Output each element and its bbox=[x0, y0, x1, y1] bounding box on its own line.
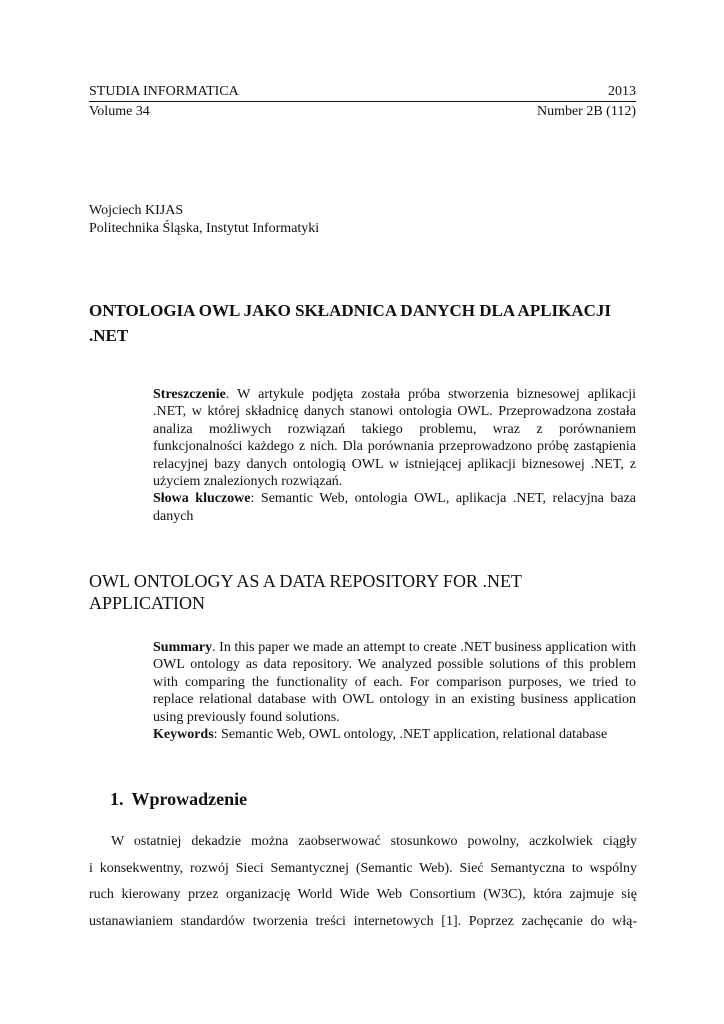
abstract-en-text: . In this paper we made an attempt to create .NET business application with OWL ontology as data repository. We analyzed possible solutions of this problem with comparing the functionality of each. For comparison purposes, we tried to replace relational database with OWL ontology in an existing business application using previously found solutions. bbox=[153, 640, 636, 725]
section-title: Wprowadzenie bbox=[131, 789, 248, 809]
paper-title-pl bbox=[89, 298, 639, 348]
section-number: 1. bbox=[110, 789, 124, 809]
keywords-en-paragraph bbox=[131, 726, 636, 743]
journal-year: 2013 bbox=[608, 84, 636, 99]
title-en-line-2: APPLICATION bbox=[89, 593, 206, 613]
abstract-en-label: Summary bbox=[153, 640, 213, 655]
abstract-en-paragraph bbox=[131, 639, 636, 726]
abstract-pl-paragraph bbox=[131, 386, 636, 490]
author-name: Wojciech KIJAS bbox=[89, 203, 184, 218]
abstract-pl bbox=[131, 386, 636, 525]
body-line: i konsekwentny, rozwój Sieci Semantycznej (Semantic Web). Sieć Semantyczna to wspólny bbox=[89, 860, 637, 876]
keywords-en-label: Keywords bbox=[153, 727, 214, 743]
abstract-en bbox=[131, 639, 636, 743]
abstract-pl-text: . W artykule podjęta została próba stworzenia biznesowej aplikacji .NET, w której składnicę danych stanowi ontologia OWL. Przeprowadzona została analiza możliwych rozwiązań takiego problemu, wraz z porównaniem funkcjonalności każdego z nich. Dla porównania przeprowadzono próbę zastąpienia relacyjnej bazy danych ontologią OWL w istniejącej aplikacji biznesowej .NET, z użyciem znalezionych rozwiązań. bbox=[153, 387, 636, 490]
journal-name: STUDIA INFORMATICA bbox=[89, 84, 239, 99]
author-affiliation: Politechnika Śląska, Instytut Informatyki bbox=[89, 221, 320, 236]
body-line: W ostatniej dekadzie można zaobserwować stosunkowo powolny, aczkolwiek ciągły bbox=[111, 834, 637, 849]
keywords-pl-paragraph bbox=[131, 490, 636, 525]
journal-volume: Volume 34 bbox=[89, 104, 150, 119]
header-rule bbox=[89, 101, 636, 102]
title-pl-line-1: ONTOLOGIA OWL JAKO SKŁADNICA DANYCH DLA APLIKACJI bbox=[89, 301, 612, 320]
keywords-en-text: : Semantic Web, OWL ontology, .NET application, relational database bbox=[213, 727, 608, 743]
journal-number: Number 2B (112) bbox=[536, 104, 636, 119]
title-pl-line-2: .NET bbox=[89, 326, 129, 345]
paper-title-en bbox=[89, 570, 639, 614]
body-line: ustanawianiem standardów tworzenia treści internetowych [1]. Poprzez zachęcanie do włą- bbox=[89, 913, 637, 929]
title-en-line-1: OWL ONTOLOGY AS A DATA REPOSITORY FOR .NET bbox=[89, 571, 522, 591]
section-heading bbox=[110, 788, 247, 810]
section-body bbox=[89, 829, 637, 935]
body-line: ruch kierowany przez organizację World Wide Web Consortium (W3C), która zajmuje się bbox=[89, 887, 637, 902]
abstract-pl-label: Streszczenie bbox=[153, 387, 226, 402]
keywords-pl-text: : Semantic Web, ontologia OWL, aplikacja .NET, relacyjna baza danych bbox=[153, 491, 637, 524]
keywords-pl-label: Słowa kluczowe bbox=[153, 491, 251, 507]
